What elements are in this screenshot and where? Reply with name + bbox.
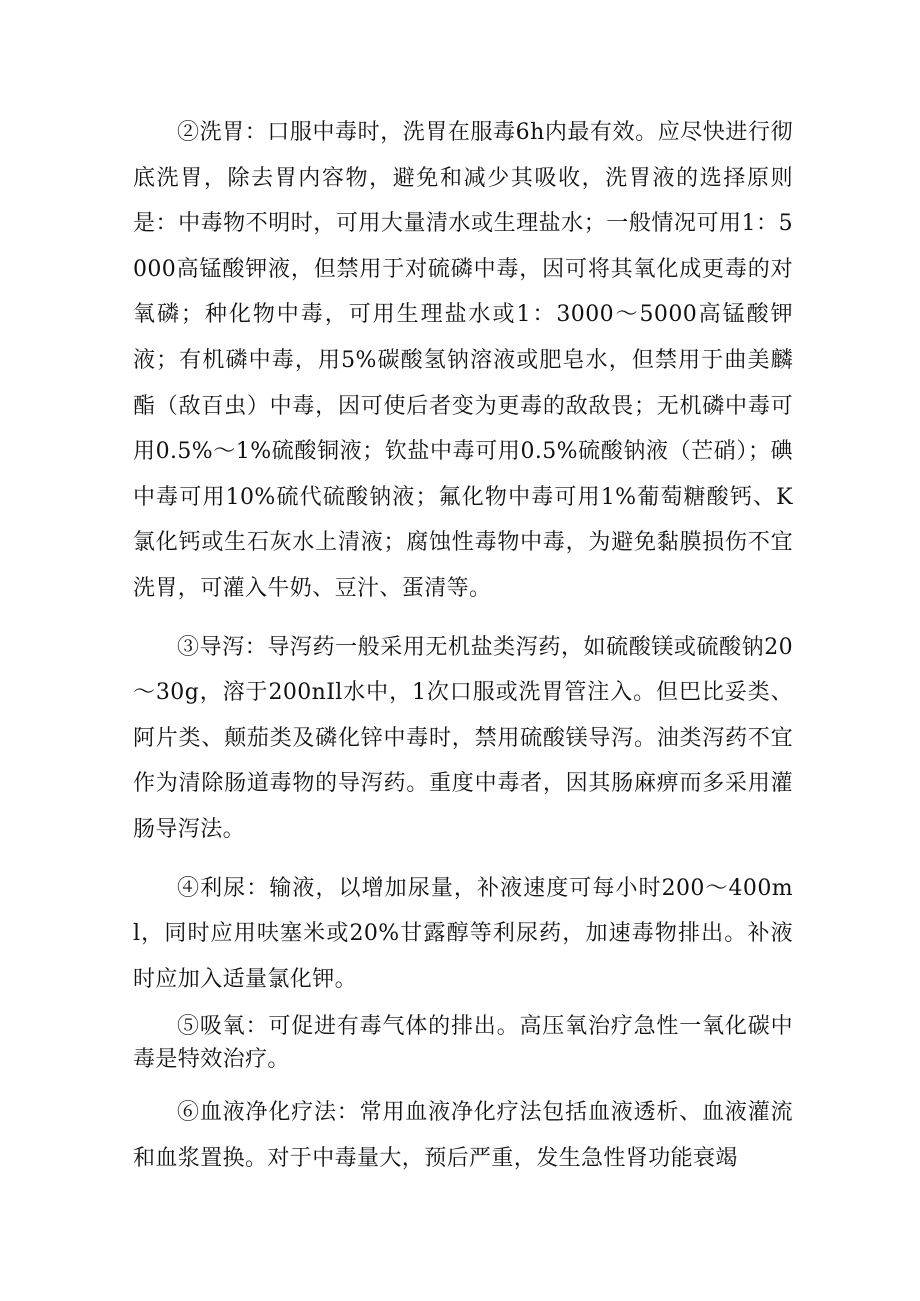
paragraph-diuresis: ④利尿：输液，以增加尿量，补液速度可每小时200～400ml，同时应用呋塞米或20%甘露醇等利尿药，加速毒物排出。补液时应加入适量氯化钾。	[133, 875, 793, 992]
paragraph-catharsis: ③导泻：导泻药一般采用无机盐类泻药，如硫酸镁或硫酸钠20～30g，溶于200nIl水中，1次口服或洗胃管注入。但巴比妥类、阿片类、颠茄类及磷化锌中毒时，禁用硫酸镁导泻。油类泻药不宜作为清除肠道毒物的导泻药。重度中毒者，因其肠麻痹而多采用灌肠导泻法。	[133, 634, 793, 842]
paragraph-oxygen: ⑤吸氧：可促进有毒气体的排出。高压氧治疗急性一氧化碳中毒是特效治疗。	[133, 1014, 793, 1073]
paragraph-blood-purification: ⑥血液净化疗法：常用血液净化疗法包括血液透析、血液灌流和血浆置换。对于中毒量大，预后严重，发生急性肾功能衰竭	[133, 1100, 793, 1171]
document-page	[133, 110, 793, 1181]
paragraph-gastric-lavage: ②洗胃：口服中毒时，洗胃在服毒6h内最有效。应尽快进行彻底洗胃，除去胃内容物，避免和减少其吸收，洗胃液的选择原则是：中毒物不明时，可用大量清水或生理盐水；一般情况可用1：5000高锰酸钾液，但禁用于对硫磷中毒，因可将其氧化成更毒的对氧磷；种化物中毒，可用生理盐水或1：3000～5000高锰酸钾液；有机磷中毒，用5%碳酸氢钠溶液或肥皂水，但禁用于曲美麟酯（敌百虫）中毒，因可使后者变为更毒的敌敌畏；无机磷中毒可用0.5%～1%硫酸铜液；钦盐中毒可用0.5%硫酸钠液（芒硝）；碘中毒可用10%硫代硫酸钠液；氟化物中毒可用1%葡萄糖酸钙、K氯化钙或生石灰水上清液；腐蚀性毒物中毒，为避免黏膜损伤不宜洗胃，可灌入牛奶、豆汁、蛋清等。	[133, 120, 793, 601]
